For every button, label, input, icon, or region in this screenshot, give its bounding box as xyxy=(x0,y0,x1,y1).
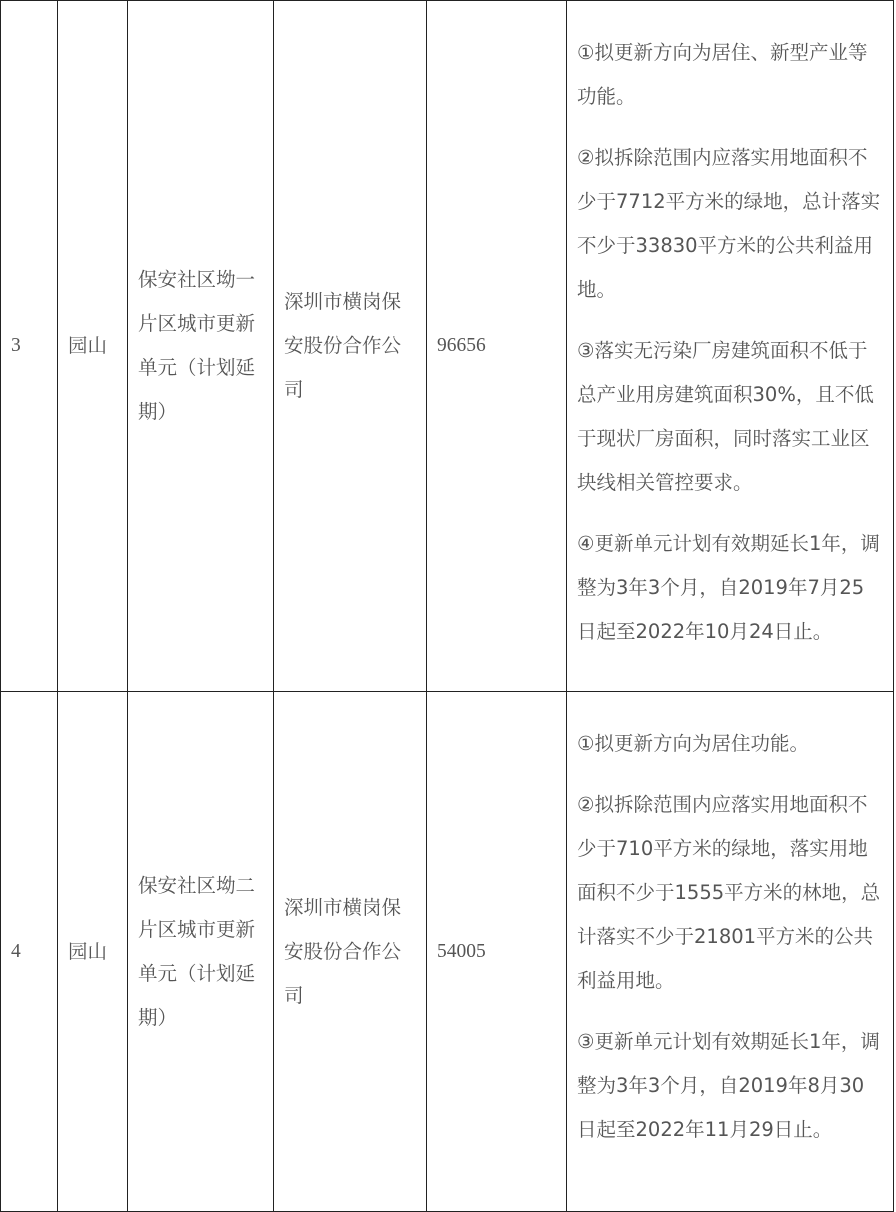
notes-cell xyxy=(567,1,894,692)
row-index: 4 xyxy=(1,692,58,1212)
note-item: ②拟拆除范围内应落实用地面积不少于710平方米的绿地，落实用地面积不少于1555平方米的林地，总计落实不少于21801平方米的公共利益用地。 xyxy=(577,793,881,992)
note-item: ②拟拆除范围内应落实用地面积不少于7712平方米的绿地，总计落实不少于33830平方米的公共利益用地。 xyxy=(577,146,881,301)
notes-cell xyxy=(567,692,894,1212)
unit-name-cell: 保安社区坳二片区城市更新单元（计划延期） xyxy=(128,692,274,1212)
applicant-cell: 深圳市横岗保安股份合作公司 xyxy=(274,692,427,1212)
applicant-cell: 深圳市横岗保安股份合作公司 xyxy=(274,1,427,692)
table-row xyxy=(1,692,894,1212)
note-item: ①拟更新方向为居住功能。 xyxy=(577,732,809,755)
area-cell: 96656 xyxy=(427,1,567,692)
district-cell: 园山 xyxy=(58,692,128,1212)
note-item: ①拟更新方向为居住、新型产业等功能。 xyxy=(577,41,868,108)
area-cell: 54005 xyxy=(427,692,567,1212)
table-row xyxy=(1,1,894,692)
note-item: ③落实无污染厂房建筑面积不低于总产业用房建筑面积30%，且不低于现状厂房面积，同时落实工业区块线相关管控要求。 xyxy=(577,339,874,494)
note-item: ③更新单元计划有效期延长1年，调整为3年3个月，自2019年8月30日起至2022年11月29日止。 xyxy=(577,1030,880,1141)
note-item: ④更新单元计划有效期延长1年，调整为3年3个月，自2019年7月25日起至2022年10月24日止。 xyxy=(577,532,880,643)
row-index: 3 xyxy=(1,1,58,692)
unit-name-cell: 保安社区坳一片区城市更新单元（计划延期） xyxy=(128,1,274,692)
district-cell: 园山 xyxy=(58,1,128,692)
